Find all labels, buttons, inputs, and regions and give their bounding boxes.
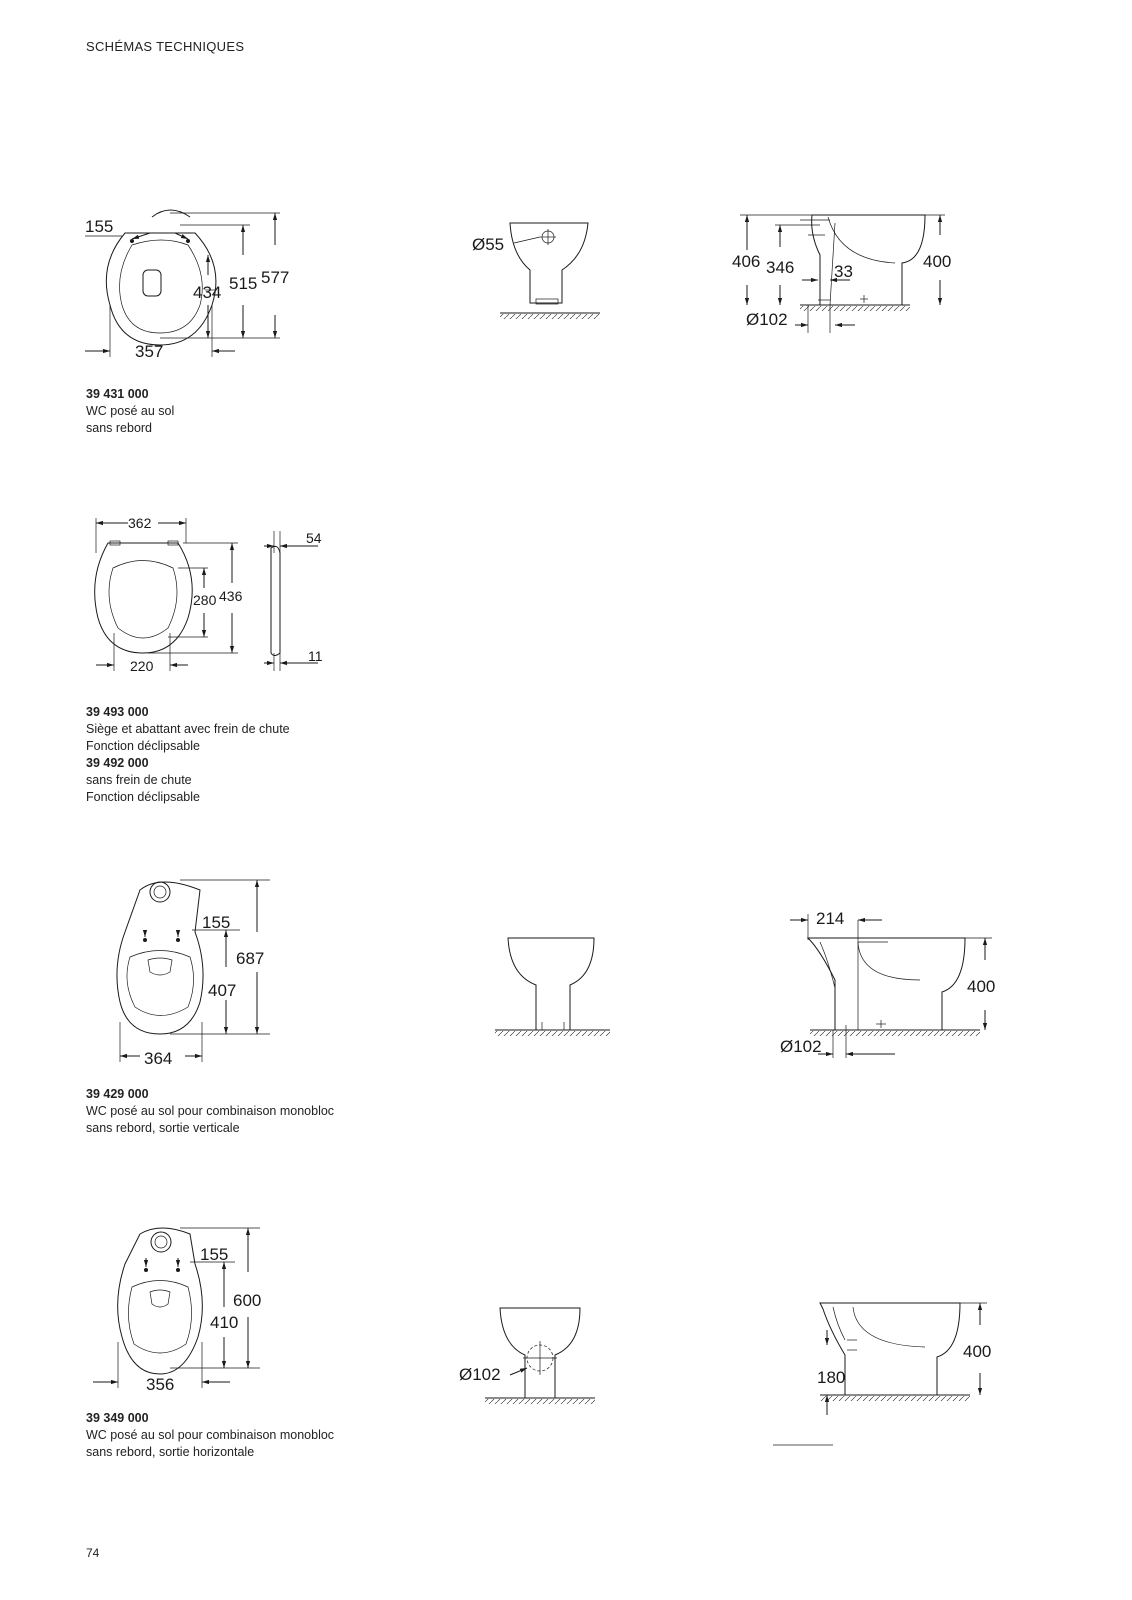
product-4-top-view	[90, 1222, 275, 1402]
dim-400: 400	[967, 977, 996, 996]
dim-11: 11	[308, 648, 323, 664]
dim-o102: Ø102	[780, 1037, 822, 1056]
dim-180: 180	[817, 1368, 846, 1387]
dim-357: 357	[135, 342, 164, 361]
caption-line: Siège et abattant avec frein de chute	[86, 722, 290, 736]
product-1-front-view	[470, 215, 610, 325]
dim-o102: Ø102	[459, 1365, 501, 1384]
dim-33: 33	[834, 262, 853, 281]
product-1-caption	[86, 386, 174, 437]
product-code: 39 493 000	[86, 705, 149, 719]
dim-515: 515	[229, 274, 258, 293]
product-code: 39 349 000	[86, 1411, 149, 1425]
dim-436: 436	[219, 588, 243, 604]
caption-line: Fonction déclipsable	[86, 790, 200, 804]
product-2-caption	[86, 704, 290, 806]
caption-line: WC posé au sol pour combinaison monobloc	[86, 1428, 335, 1442]
product-1-side-view	[730, 205, 970, 345]
dim-155: 155	[202, 913, 231, 932]
product-2-top-view	[88, 513, 338, 678]
dim-o102: Ø102	[746, 310, 788, 329]
product-4-side-view	[765, 1295, 1005, 1455]
product-4-caption	[86, 1410, 334, 1461]
dim-346: 346	[766, 258, 795, 277]
product-code: 39 429 000	[86, 1087, 149, 1101]
page-header: SCHÉMAS TECHNIQUES	[86, 39, 245, 54]
dim-356: 356	[146, 1375, 175, 1394]
product-3-front-view	[490, 930, 620, 1045]
product-code: 39 431 000	[86, 387, 149, 401]
product-3-top-view	[110, 872, 290, 1072]
dim-687: 687	[236, 949, 265, 968]
product-3-side-view	[770, 900, 1010, 1070]
caption-line: WC posé au sol pour combinaison monobloc	[86, 1104, 335, 1118]
dim-155: 155	[85, 217, 114, 236]
dim-220: 220	[130, 658, 154, 674]
dim-406: 406	[732, 252, 761, 271]
dim-155: 155	[200, 1245, 229, 1264]
dim-400: 400	[963, 1342, 992, 1361]
product-4-front-view	[455, 1300, 605, 1415]
dim-362: 362	[128, 515, 152, 531]
dim-214: 214	[816, 909, 845, 928]
product-code: 39 492 000	[86, 756, 149, 770]
product-3-caption	[86, 1086, 334, 1137]
dim-o55: Ø55	[472, 235, 505, 254]
dim-280: 280	[193, 592, 217, 608]
product-1-top-view	[80, 205, 300, 365]
caption-line: sans rebord	[86, 421, 153, 435]
caption-line: sans rebord, sortie verticale	[86, 1121, 240, 1135]
caption-line: WC posé au sol	[86, 404, 175, 418]
dim-577: 577	[261, 268, 290, 287]
page-number: 74	[86, 1546, 100, 1560]
dim-400: 400	[923, 252, 952, 271]
dim-434: 434	[193, 283, 222, 302]
dim-54: 54	[306, 530, 322, 546]
caption-line: sans frein de chute	[86, 773, 192, 787]
dim-410: 410	[210, 1313, 239, 1332]
dim-407: 407	[208, 981, 237, 1000]
dim-600: 600	[233, 1291, 262, 1310]
dim-364: 364	[144, 1049, 173, 1068]
caption-line: sans rebord, sortie horizontale	[86, 1445, 255, 1459]
caption-line: Fonction déclipsable	[86, 739, 200, 753]
